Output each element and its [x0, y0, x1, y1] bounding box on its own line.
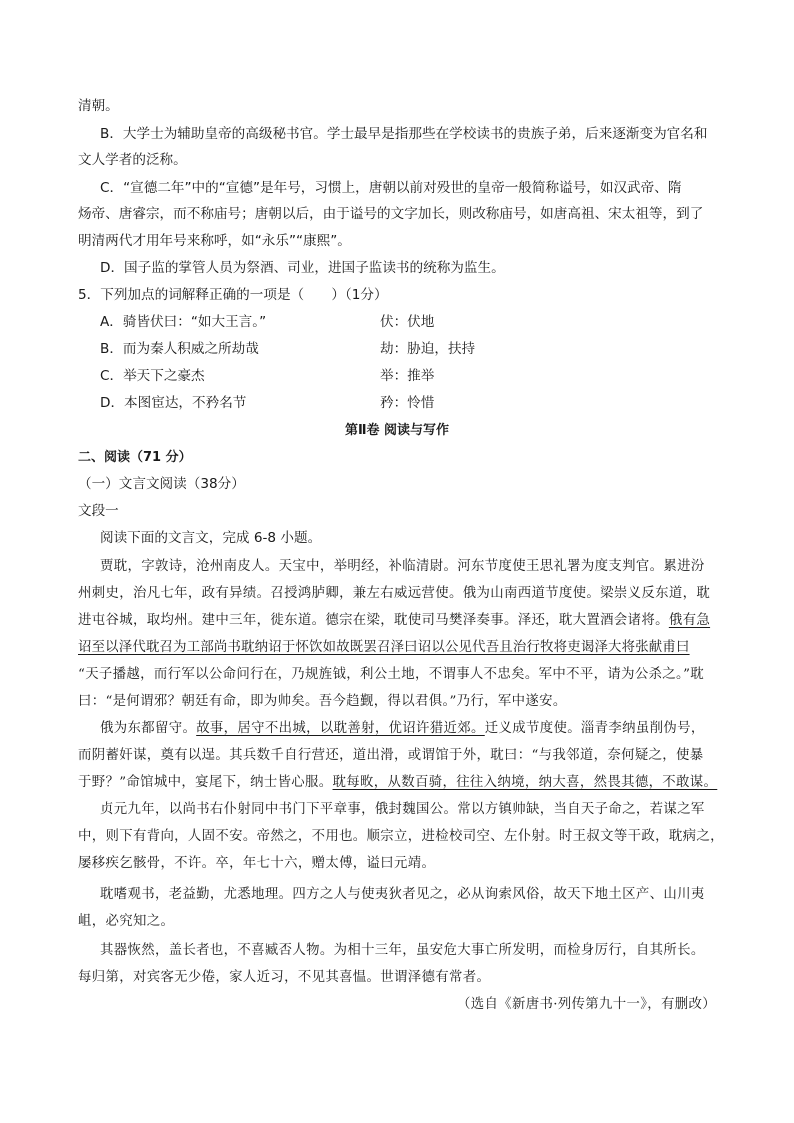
option-c-line-3: 明清两代才用年号来称呼，如“永乐”“康熙”。	[78, 233, 351, 249]
option-b-line-2: 文人学者的泛称。	[78, 152, 187, 168]
passage-p3-line-3: 屡移疾乞骸骨，不许。卒，年七十六，赠太傅，谥曰元靖。	[78, 856, 436, 871]
underlined-sentence: 耽每畋，从数百骑，往往入纳境，纳大喜，然畏其德，不敢谋。	[332, 775, 718, 790]
option-c-line-1: C．“宣德二年”中的“宣德”是年号，习惯上，唐朝以前对殁世的皇帝一般简称谥号，如汉武帝、隋	[100, 180, 682, 196]
underlined-sentence: 故事，居守不出城，以耽善射，优诏许猎近郊。	[196, 721, 485, 736]
passage-p1-line-6: 曰：“是何谓邪？朝廷有命，即为帅矣。吾今趋觐，得以君俱。”乃行，军中遂安。	[78, 694, 567, 709]
passage-p2-line-3	[78, 773, 717, 793]
passage-text: 迁义成节度使。淄青李纳虽削伪号，	[484, 721, 705, 736]
passage-p3-line-1: 贞元九年，以尚书右仆射同中书门下平章事，俄封魏国公。常以方镇帅缺，当自天子命之，若谋之军	[100, 802, 705, 817]
passage-p5-line-1: 其器恢然，盖长者也，不喜臧否人物。为相十三年，虽安危大事亡所发明，而检身厉行，自其所长。	[100, 943, 705, 958]
q5-option-a-gloss: 伏：伏地	[380, 314, 435, 330]
passage-p2-line-1	[100, 719, 705, 739]
question-5-stem: 5．下列加点的词解释正确的一项是（ ）（1分）	[78, 287, 388, 303]
underlined-unpunctuated-sentence: 诏至以泽代耽召为工部尚书耽纳诏于怀饮如故既罢召泽曰诏以公见代吾且治行牧将吏谒泽大将张献甫曰	[78, 640, 690, 655]
q5-option-b-gloss: 劫：胁迫，扶持	[380, 341, 476, 357]
subsection-heading: （一）文言文阅读（38分）	[78, 476, 245, 492]
section-heading: 二、阅读（71 分）	[78, 450, 192, 465]
passage-text: 于野？”命馆城中，宴尾下，纳士皆心服。	[78, 775, 333, 790]
q5-option-d-sentence: D．本图宦达，不矜名节	[100, 395, 247, 411]
q5-option-c-sentence: C．举天下之豪杰	[100, 368, 205, 384]
q5-option-a-sentence: A．骑皆伏曰：“如大王言。”	[100, 314, 267, 330]
passage-p1-line-1: 贾耽，字敦诗，沧州南皮人。天宝中，举明经，补临清尉。河东节度使王思礼署为度支判官。累进汾	[100, 559, 705, 574]
passage-p1-line-3	[78, 611, 710, 631]
underlined-sentence: 俄有急	[668, 613, 711, 628]
passage-p1-line-2: 州刺史，治凡七年，政有异绩。召授鸿胪卿，兼左右威远营使。俄为山南西道节度使。梁崇义反东道，耽	[78, 586, 711, 601]
option-c-line-2: 炀帝、唐睿宗，而不称庙号；唐朝以后，由于谥号的文字加长，则改称庙号，如唐高祖、宋太祖等，到了	[78, 206, 704, 222]
passage-text: 进屯谷城，取均州。建中三年，徙东道。德宗在梁，耽使司马樊泽奏事。泽还，耽大置酒会诸将。	[78, 613, 669, 628]
q5-option-b-sentence: B．而为秦人积威之所劫哉	[100, 341, 259, 357]
instruction: 阅读下面的文言文，完成 6-8 小题。	[100, 530, 322, 546]
passage-source: （选自《新唐书·列传第九十一》，有删改）	[457, 997, 716, 1012]
passage-p4-line-1: 耽嗜观书，老益勤，尤悉地理。四方之人与使夷狄者见之，必从询索风俗，故天下地土区产、山川夷	[100, 887, 705, 902]
option-b-line-1: B．大学士为辅助皇帝的高级秘书官。学士最早是指那些在学校读书的贵族子弟，后来逐渐变为官名和	[100, 126, 708, 142]
q5-option-d-gloss: 矜：怜惜	[380, 395, 435, 411]
q5-option-c-gloss: 举：推举	[380, 368, 435, 384]
passage-label: 文段一	[78, 503, 119, 519]
passage-text: 俄为东都留守。	[100, 721, 197, 736]
volume-title: 第Ⅱ卷 阅读与写作	[344, 423, 450, 438]
passage-p2-line-2: 而阴蓄奸谋，奠有以逞。其兵数千自行营还，道出滑，或谓馆于外，耽曰：“与我邻道，奈何疑之，使暴	[78, 748, 704, 763]
passage-p5-line-2: 每归第，对宾客无少倦，家人近习，不见其喜愠。世谓泽德有常者。	[78, 970, 491, 985]
prev-option-tail: 清朝。	[78, 98, 119, 114]
option-d: D．国子监的掌管人员为祭酒、司业，进国子监读书的统称为监生。	[100, 260, 505, 276]
passage-p4-line-2: 岨，必究知之。	[78, 914, 175, 929]
passage-p3-line-2: 中，则下有背向，人固不安。帝然之，不用也。顺宗立，进检校司空、左仆射。时王叔文等干政，耽病之，	[78, 829, 724, 844]
passage-p1-line-5: “天子播越，而行军以公命问行在，乃规旌钺，利公土地，不谓事人不忠矣。军中不平，请为公杀之。”耽	[78, 667, 705, 682]
